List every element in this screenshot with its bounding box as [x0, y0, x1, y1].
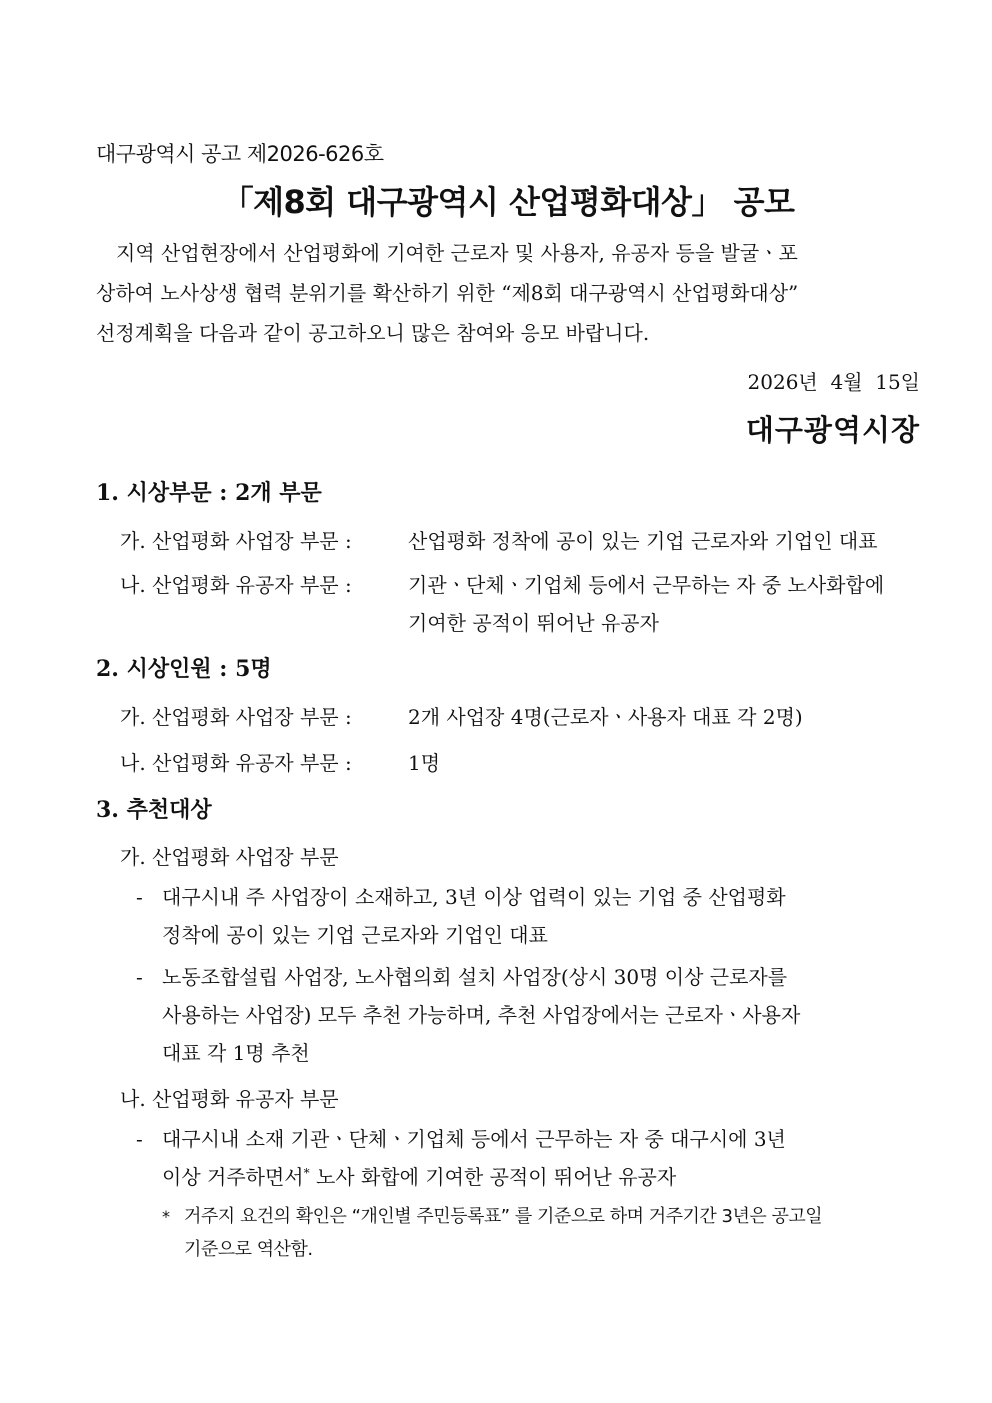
section-item	[120, 747, 352, 776]
bullet-line: 정착에 공이 있는 기업 근로자와 기업인 대표	[162, 923, 548, 947]
footnote-line: 거주지 요건의 확인은 “개인별 주민등록표” 를 기준으로 하며 거주기간 3년은 공고일	[184, 1206, 823, 1227]
bullet-line	[162, 1158, 920, 1196]
notice-date: 2026년 4월 15일	[747, 370, 920, 394]
bullet-dash: -	[136, 1127, 143, 1151]
footnote-marker: *	[303, 1166, 310, 1180]
footnote-line: 기준으로 역산함.	[184, 1239, 313, 1260]
item-text: 산업평화 정착에 공이 있는 기업 근로자와 기업인 대표	[408, 529, 878, 553]
bullet-line: 대표 각 1명 추천	[162, 1041, 310, 1065]
section-item	[120, 701, 352, 730]
item-label: 가. 산업평화 사업장 부문 :	[120, 529, 352, 553]
document-title: 「제8회 대구광역시 산업평화대상」 공모	[221, 183, 795, 221]
item-label: 나. 산업평화 유공자 부문 :	[120, 573, 352, 597]
bullet-item	[136, 878, 920, 954]
signer: 대구광역시장	[745, 413, 920, 447]
bullet-text-pre: 이상 거주하면서	[162, 1165, 304, 1189]
sub-heading: 나. 산업평화 유공자 부문	[120, 1087, 339, 1111]
bullet-text-post: 노사 화합에 기여한 공적이 뛰어난 유공자	[309, 1165, 677, 1189]
intro-line: 상하여 노사상생 협력 분위기를 확산하기 위한 “제8회 대구광역시 산업평화대상”	[96, 281, 799, 305]
footnote	[162, 1200, 920, 1266]
section-item	[120, 569, 352, 598]
notice-number: 대구광역시 공고 제2026-626호	[96, 142, 384, 166]
bullet-line: 대구시내 소재 기관ㆍ단체ㆍ기업체 등에서 근무하는 자 중 대구시에 3년	[162, 1127, 786, 1151]
bullet-dash: -	[136, 885, 143, 909]
item-text: 1명	[408, 751, 441, 775]
section-heading: 3. 추천대상	[96, 797, 212, 823]
item-label: 나. 산업평화 유공자 부문 :	[120, 751, 352, 775]
item-text: 기관ㆍ단체ㆍ기업체 등에서 근무하는 자 중 노사화합에	[408, 573, 885, 597]
bullet-item	[136, 958, 920, 1072]
sub-heading: 가. 산업평화 사업장 부문	[120, 845, 339, 869]
bullet-item	[136, 1120, 920, 1196]
section-item	[120, 525, 352, 554]
bullet-dash: -	[136, 965, 143, 989]
bullet-line: 사용하는 사업장) 모두 추천 가능하며, 추천 사업장에서는 근로자ㆍ사용자	[162, 1003, 801, 1027]
intro-line: 지역 산업현장에서 산업평화에 기여한 근로자 및 사용자, 유공자 등을 발굴ㆍ포	[116, 241, 798, 265]
intro-paragraph	[96, 233, 920, 353]
item-text: 기여한 공적이 뛰어난 유공자	[408, 611, 659, 635]
intro-line: 선정계획을 다음과 같이 공고하오니 많은 참여와 응모 바랍니다.	[96, 321, 650, 345]
bullet-line: 노동조합설립 사업장, 노사협의회 설치 사업장(상시 30명 이상 근로자를	[162, 965, 788, 989]
item-label: 가. 산업평화 사업장 부문 :	[120, 705, 352, 729]
bullet-line: 대구시내 주 사업장이 소재하고, 3년 이상 업력이 있는 기업 중 산업평화	[162, 885, 786, 909]
footnote-star: *	[162, 1207, 170, 1226]
section-heading: 2. 시상인원 : 5명	[96, 656, 272, 682]
section-heading: 1. 시상부문 : 2개 부문	[96, 480, 322, 506]
item-text: 2개 사업장 4명(근로자ㆍ사용자 대표 각 2명)	[408, 705, 803, 729]
